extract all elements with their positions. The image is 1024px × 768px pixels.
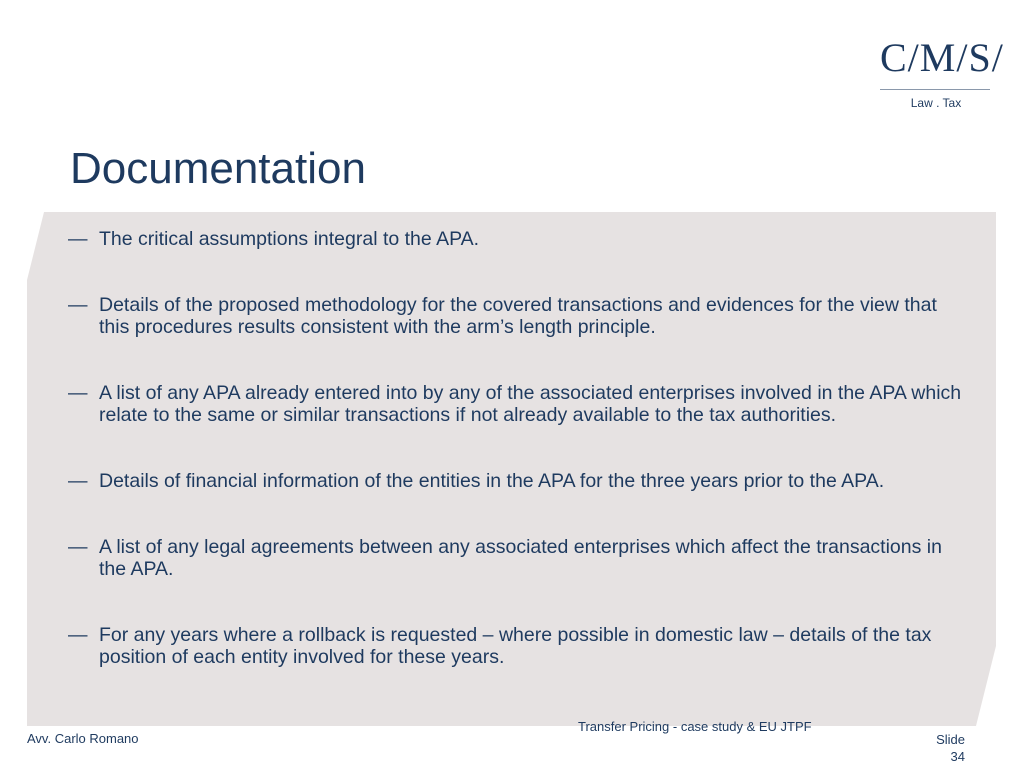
bullet-dash: — (68, 624, 88, 646)
slide-number: Slide 34 (936, 732, 965, 764)
bullet-text: For any years where a rollback is requested – where possible in domestic law – details of the tax position of each entity involved for these years. (99, 624, 932, 668)
bullet-item (68, 228, 968, 250)
bullet-item (68, 382, 968, 426)
cms-logo (880, 35, 1004, 110)
bullet-item (68, 294, 968, 338)
bullet-item (68, 536, 968, 580)
bullet-item (68, 470, 968, 492)
bullet-text: Details of the proposed methodology for the covered transactions and evidences for the view that this procedures results consistent with the arm’s length principle. (99, 294, 937, 338)
logo-mark: C/M/S/ (880, 35, 1004, 80)
bullet-text: The critical assumptions integral to the APA. (99, 228, 480, 250)
bullet-dash: — (68, 294, 88, 316)
bullet-dash: — (68, 470, 88, 492)
bullet-list (68, 228, 968, 712)
bullet-text: A list of any APA already entered into by any of the associated enterprises involved in the APA which relate to the same or similar transactions if not already available to the tax authorities. (99, 382, 962, 426)
bullet-dash: — (68, 228, 88, 250)
bullet-dash: — (68, 536, 88, 558)
footer-course-title: Transfer Pricing - case study & EU JTPF (578, 719, 812, 734)
bullet-item (68, 624, 968, 668)
footer-author: Avv. Carlo Romano (27, 731, 139, 746)
bullet-text: Details of financial information of the entities in the APA for the three years prior to the APA. (99, 470, 885, 492)
logo-subtitle: Law . Tax (910, 96, 962, 110)
logo-divider (880, 89, 990, 90)
bullet-dash: — (68, 382, 88, 404)
bullet-text: A list of any legal agreements between any associated enterprises which affect the transactions in the APA. (99, 536, 942, 580)
slide-title: Documentation (70, 144, 366, 193)
